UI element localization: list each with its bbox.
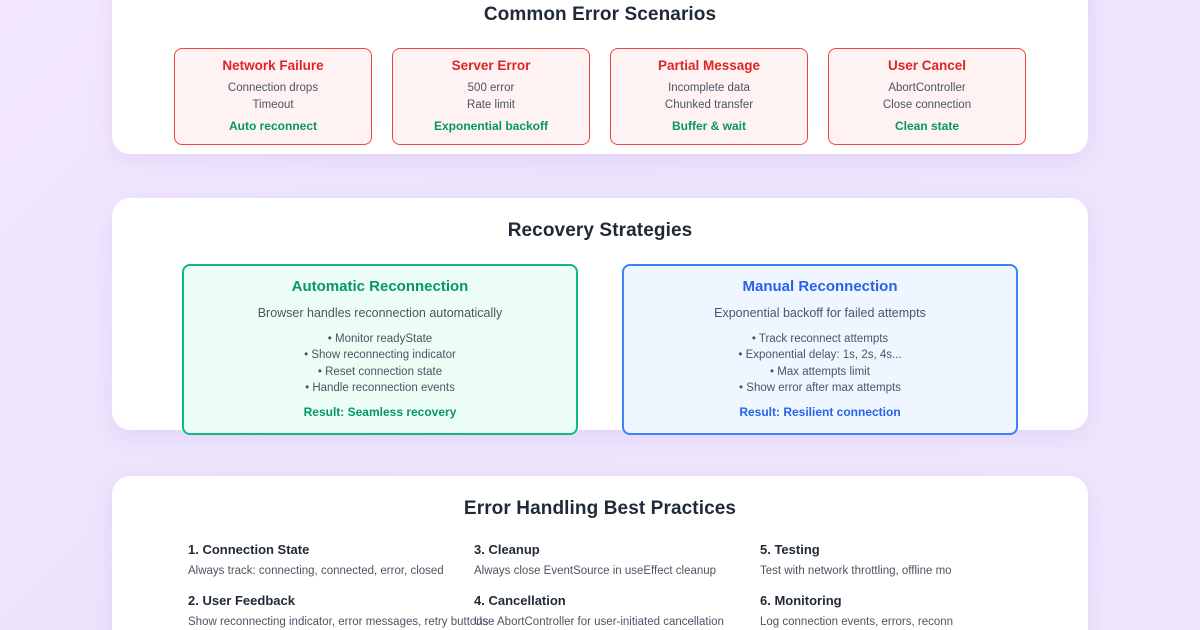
scenario-card-user-cancel bbox=[828, 48, 1026, 145]
scenario-title: Partial Message bbox=[657, 58, 761, 73]
scenario-line-2: Timeout bbox=[252, 99, 294, 111]
scenario-line-2: Rate limit bbox=[467, 99, 515, 111]
recovery-result: Result: Resilient connection bbox=[739, 404, 901, 419]
section-title-practices: Error Handling Best Practices bbox=[463, 498, 737, 519]
practices-grid bbox=[142, 542, 1058, 630]
practice-description: Test with network throttling, offline mo bbox=[760, 565, 952, 577]
recovery-list-item: • Show reconnecting indicator bbox=[304, 349, 456, 362]
section-title-recovery: Recovery Strategies bbox=[507, 220, 693, 241]
recovery-subtitle: Browser handles reconnection automatically bbox=[257, 306, 503, 320]
practice-title: 3. Cleanup bbox=[474, 542, 540, 557]
practice-item-monitoring bbox=[760, 593, 1012, 630]
scenario-card-partial-message bbox=[610, 48, 808, 145]
recovery-title: Automatic Reconnection bbox=[291, 278, 469, 295]
recovery-subtitle: Exponential backoff for failed attempts bbox=[714, 306, 926, 320]
scenario-line-1: 500 error bbox=[467, 82, 515, 94]
practice-item-cancellation bbox=[474, 593, 726, 630]
practice-title: 4. Cancellation bbox=[474, 593, 566, 608]
scenario-title: User Cancel bbox=[887, 58, 967, 73]
scenario-fix: Exponential backoff bbox=[433, 119, 549, 133]
recovery-list-item: • Exponential delay: 1s, 2s, 4s... bbox=[738, 349, 902, 362]
scenario-card-server-error bbox=[392, 48, 590, 145]
recovery-list-item: • Track reconnect attempts bbox=[751, 333, 889, 345]
recovery-list-item: • Reset connection state bbox=[317, 365, 443, 378]
recovery-card-manual bbox=[622, 264, 1018, 435]
recovery-list-item: • Show error after max attempts bbox=[739, 382, 901, 395]
practice-item-connection-state bbox=[188, 542, 444, 579]
recovery-list-item: • Handle reconnection events bbox=[305, 382, 455, 395]
practice-description: Show reconnecting indicator, error messages, retry buttons bbox=[188, 616, 489, 628]
practice-description: Log connection events, errors, reconn bbox=[760, 616, 954, 628]
recovery-strategies-section bbox=[112, 198, 1088, 430]
scenario-fix: Buffer & wait bbox=[671, 119, 746, 133]
scenario-title: Server Error bbox=[451, 58, 531, 73]
practice-item-cleanup bbox=[474, 542, 726, 579]
section-title-scenarios: Common Error Scenarios bbox=[483, 4, 717, 25]
practice-description: Always close EventSource in useEffect cleanup bbox=[474, 565, 717, 577]
practice-title: 5. Testing bbox=[760, 542, 820, 557]
practice-item-testing bbox=[760, 542, 1012, 579]
scenario-card-network-failure bbox=[174, 48, 372, 145]
practice-title: 1. Connection State bbox=[188, 542, 310, 557]
practice-title: 6. Monitoring bbox=[760, 593, 842, 608]
scenario-title: Network Failure bbox=[222, 58, 324, 73]
scenario-line-1: AbortController bbox=[888, 82, 966, 94]
recovery-list-item: • Max attempts limit bbox=[770, 365, 870, 378]
scenario-row bbox=[142, 48, 1058, 145]
scenario-line-2: Close connection bbox=[882, 99, 972, 111]
recovery-row bbox=[142, 264, 1058, 435]
scenario-line-1: Incomplete data bbox=[668, 82, 750, 94]
scenario-line-2: Chunked transfer bbox=[664, 99, 754, 111]
practice-title: 2. User Feedback bbox=[188, 593, 295, 608]
scenario-fix: Clean state bbox=[894, 119, 960, 133]
best-practices-section bbox=[112, 476, 1088, 630]
scenario-fix: Auto reconnect bbox=[228, 119, 317, 133]
scenario-line-1: Connection drops bbox=[227, 82, 319, 94]
common-error-scenarios-section bbox=[112, 0, 1088, 154]
recovery-card-automatic bbox=[182, 264, 578, 435]
practice-description: Always track: connecting, connected, error, closed bbox=[188, 565, 444, 577]
recovery-list-item: • Monitor readyState bbox=[327, 333, 433, 345]
recovery-title: Manual Reconnection bbox=[742, 278, 898, 295]
practice-description: Use AbortController for user-initiated cancellation bbox=[474, 616, 724, 628]
recovery-result: Result: Seamless recovery bbox=[303, 404, 457, 419]
practice-item-user-feedback bbox=[188, 593, 489, 630]
